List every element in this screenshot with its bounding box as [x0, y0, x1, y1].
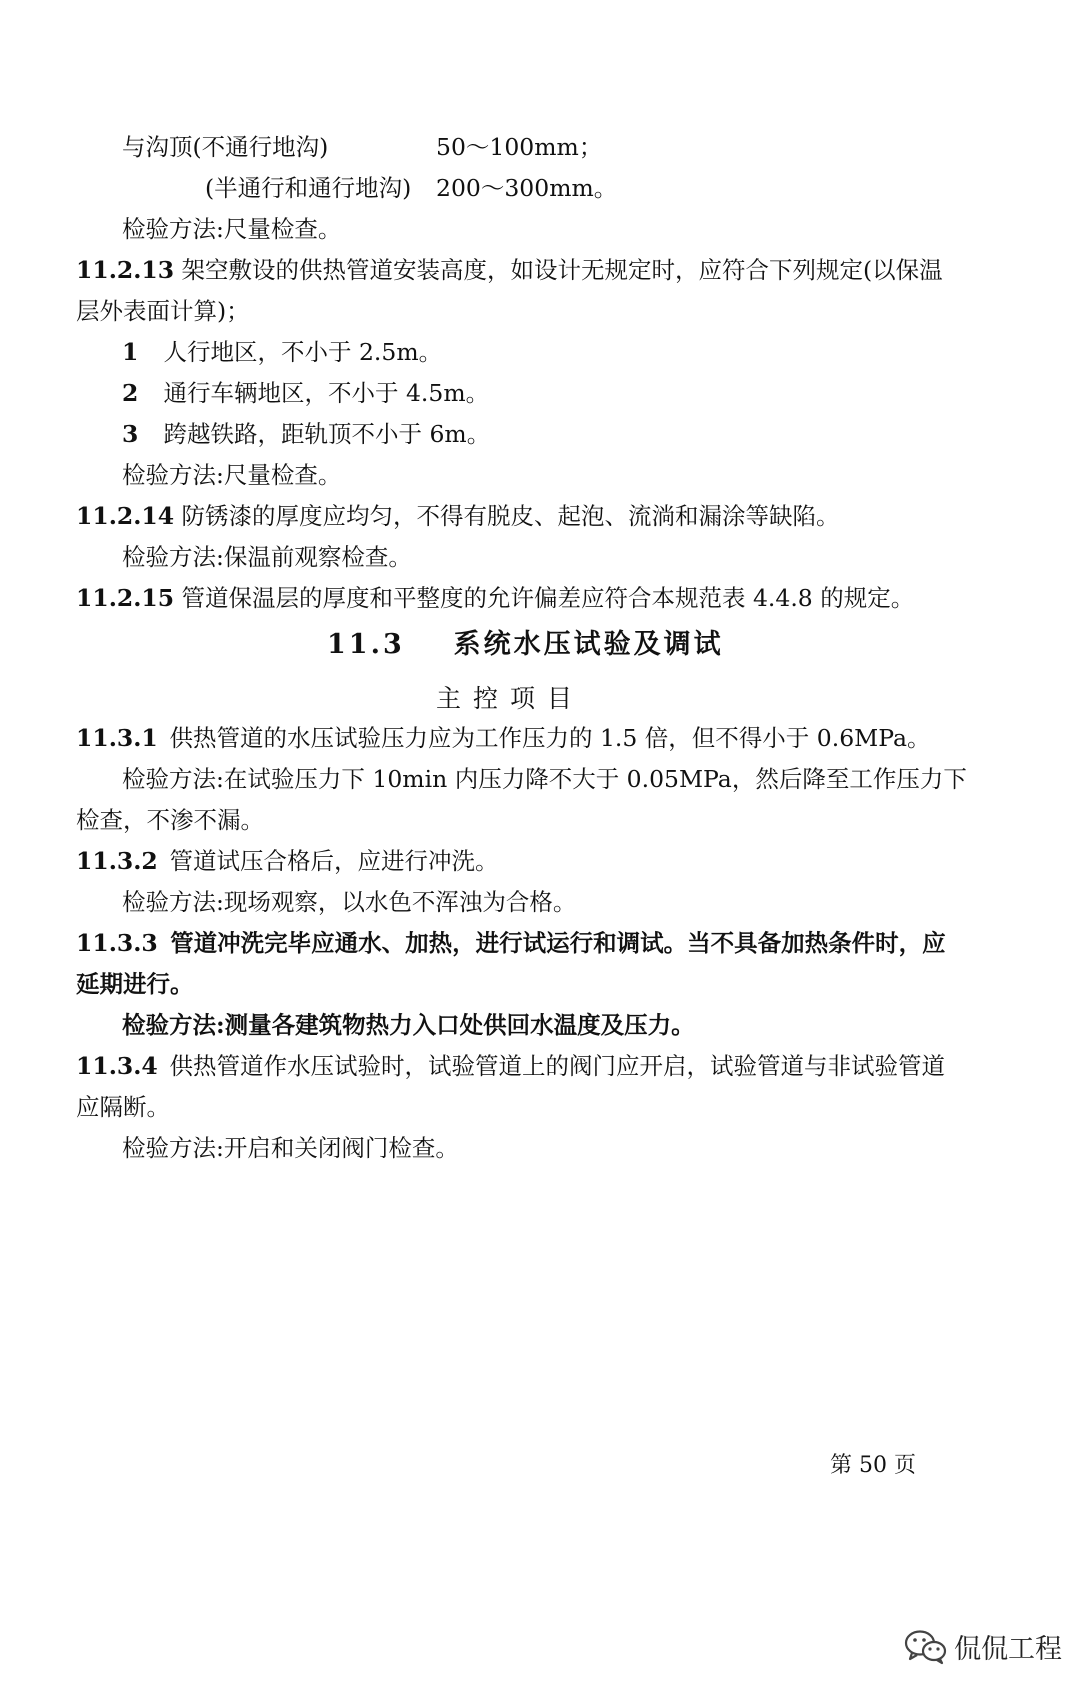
clause-11-2-13: [76, 254, 943, 286]
text-line: [436, 131, 602, 163]
clause-number: 11.3.2: [76, 847, 158, 875]
page-number: 第 50 页: [830, 1453, 916, 1478]
section-heading: [327, 622, 724, 661]
item-number: 1: [122, 338, 139, 366]
clause-number: 11.2.13: [76, 256, 175, 284]
list-item: [122, 377, 489, 409]
inspection-method: 检验方法:尺量检查。: [122, 461, 342, 489]
clause-text: 供热管道的水压试验压力应为工作压力的 1.5 倍，但不得小于 0.6MPa。: [169, 724, 931, 752]
trench-value-2: 200～300mm。: [436, 174, 618, 202]
inspection-method: 检验方法:尺量检查。: [122, 215, 342, 243]
clause-text: 供热管道作水压试验时，试验管道上的阀门应开启，试验管道与非试验管道: [169, 1052, 945, 1080]
subsection-heading: 主控项目: [436, 684, 585, 713]
inspection-method: 检验方法:测量各建筑物热力入口处供回水温度及压力。: [122, 1011, 695, 1039]
clause-text: 管道试压合格后，应进行冲洗。: [169, 847, 499, 875]
clause-11-3-3: [76, 927, 946, 959]
inspection-method: 检验方法:保温前观察检查。: [122, 543, 412, 571]
clause-text: 架空敷设的供热管道安装高度，如设计无规定时，应符合下列规定(以保温: [181, 256, 943, 284]
clause-continuation: 延期进行。: [76, 970, 194, 998]
watermark-text: 侃侃工程: [954, 1634, 1062, 1665]
item-number: 2: [122, 379, 139, 407]
text-line: [436, 172, 617, 204]
clause-number: 11.3.3: [76, 929, 158, 957]
clause-text: 管道保温层的厚度和平整度的允许偏差应符合本规范表 4.4.8 的规定。: [181, 584, 915, 612]
clause-11-3-2: [76, 845, 498, 877]
item-number: 3: [122, 420, 139, 448]
list-item: [122, 336, 442, 368]
inspection-method: 检验方法:开启和关闭阀门检查。: [122, 1134, 459, 1162]
clause-text: 防锈漆的厚度应均匀，不得有脱皮、起泡、流淌和漏涂等缺陷。: [181, 502, 840, 530]
section-number-text: 11.3: [327, 629, 405, 660]
clause-11-2-15: [76, 582, 914, 614]
item-text: 人行地区，不小于 2.5m。: [163, 338, 443, 366]
clause-number: 11.3.4: [76, 1052, 158, 1080]
text-line: [205, 172, 411, 204]
clause-continuation: 层外表面计算)；: [76, 297, 250, 325]
clause-11-2-14: [76, 500, 839, 532]
clause-number: 11.3.1: [76, 724, 158, 752]
trench-value: 50～100mm；: [436, 133, 603, 161]
item-text: 通行车辆地区，不小于 4.5m。: [163, 379, 490, 407]
section-title: 系统水压试验及调试: [453, 629, 724, 660]
text-line: [122, 131, 328, 163]
trench-label-2: (半通行和通行地沟): [205, 174, 412, 202]
item-text: 跨越铁路，距轨顶不小于 6m。: [163, 420, 491, 448]
wechat-icon: [904, 1629, 948, 1665]
watermark: [904, 1627, 1062, 1666]
list-item: [122, 418, 490, 450]
inspection-method: 检验方法:在试验压力下 10min 内压力降不大于 0.05MPa，然后降至工作压力下: [122, 765, 967, 793]
clause-text: 管道冲洗完毕应通水、加热，进行试运行和调试。当不具备加热条件时，应: [170, 929, 946, 957]
clause-11-3-4: [76, 1050, 945, 1082]
clause-number: 11.2.15: [76, 584, 175, 612]
clause-number: 11.2.14: [76, 502, 175, 530]
trench-label: 与沟顶(不通行地沟): [122, 133, 329, 161]
clause-continuation: 应隔断。: [76, 1093, 170, 1121]
inspection-method: 检验方法:现场观察，以水色不浑浊为合格。: [122, 888, 577, 916]
clause-11-3-1: [76, 722, 930, 754]
method-continuation: 检查，不渗不漏。: [76, 806, 264, 834]
